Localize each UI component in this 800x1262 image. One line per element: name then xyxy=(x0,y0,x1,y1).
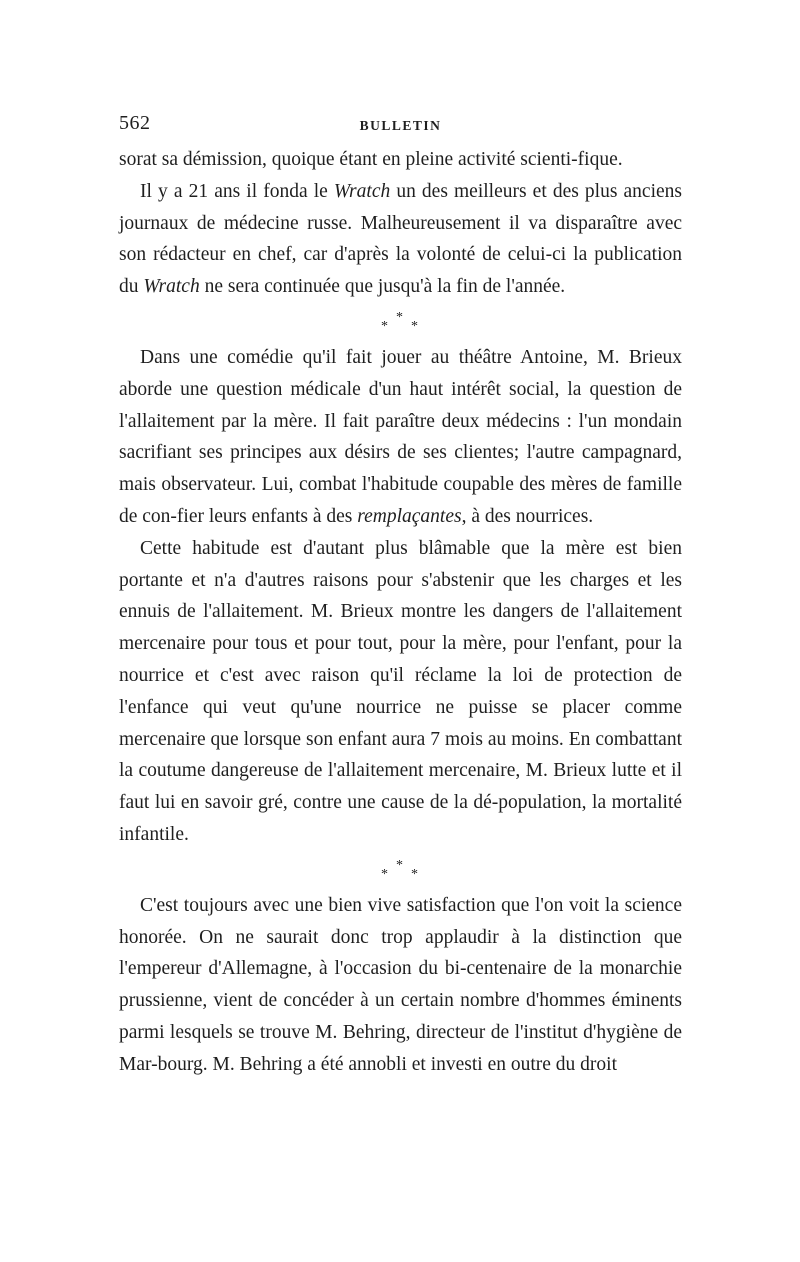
paragraph-2-seg-5: ne sera continuée que jusqu'à la fin de l'année. xyxy=(199,276,566,298)
asterism-star-right: * xyxy=(411,318,418,334)
running-head: BULLETIN xyxy=(359,118,442,133)
page-number: 562 xyxy=(119,112,151,134)
journal-title-wratch-2: Wratch xyxy=(143,276,200,298)
section-divider-asterism-2 xyxy=(119,851,682,890)
asterism-star-left: * xyxy=(381,866,388,882)
journal-title-wratch: Wratch xyxy=(333,180,391,202)
paragraph-3-seg-3: , à des nourrices. xyxy=(461,505,594,527)
asterism-star-top: * xyxy=(396,857,403,873)
document-page xyxy=(119,112,682,1081)
asterism-star-top: * xyxy=(396,309,403,325)
paragraph-3 xyxy=(119,342,682,533)
asterism-star-right: * xyxy=(411,866,418,882)
paragraph-2 xyxy=(119,176,682,303)
section-divider-asterism xyxy=(119,303,682,342)
paragraph-5 xyxy=(119,890,682,1081)
paragraph-4 xyxy=(119,533,682,851)
term-remplacantes: remplaçantes xyxy=(357,505,462,527)
paragraph-5-text: C'est toujours avec une bien vive satisfaction que l'on voit la science honorée. On ne saurait donc trop applaudir à la distinction que l'empereur d'Allemagne, à l'occasion du bi-centenaire de la monarchie prussienne, vient de concéder à un certain nombre d'hommes éminents parmi lesquels se trouve M. Behring, directeur de l'institut d'hygiène de Mar-bourg. M. Behring a été annobli et investi en outre du droit xyxy=(119,894,682,1075)
paragraph-2-seg-1: Il y a 21 ans il fonda le xyxy=(140,180,334,202)
paragraph-1 xyxy=(119,144,682,176)
paragraph-2-seg-3: un des meilleurs et des plus anciens journaux de médecine russe. Malheureusement il va disparaître avec son rédacteur en chef, car d'après la volonté de celui-ci la publication du xyxy=(119,180,682,298)
page-header xyxy=(119,112,682,144)
paragraph-4-text: Cette habitude est d'autant plus blâmable que la mère est bien portante et n'a d'autres raisons pour s'abstenir que les charges et les ennuis de l'allaitement. M. Brieux montre les dangers de l'allaitement mercenaire pour tous et pour tout, pour la mère, pour l'enfant, pour la nourrice et c'est avec raison qu'il réclame la loi de protection de l'enfance qui veut qu'une nourrice ne puisse se placer comme mercenaire que lorsque son enfant aura 7 mois au moins. En combattant la coutume dangereuse de l'allaitement mercenaire, M. Brieux lutte et il faut lui en savoir gré, contre une cause de la dé-population, la mortalité infantile. xyxy=(119,537,682,845)
asterism-star-left: * xyxy=(381,318,388,334)
paragraph-1-text: sorat sa démission, quoique étant en pleine activité scienti-fique. xyxy=(119,149,623,170)
paragraph-3-seg-1: Dans une comédie qu'il fait jouer au théâtre Antoine, M. Brieux aborde une question médicale d'un haut intérêt social, la question de l'allaitement par la mère. Il fait paraître deux médecins : l'un mondain sacrifiant ses principes aux désirs de ses clientes; l'autre campagnard, mais observateur. Lui, combat l'habitude coupable des mères de famille de con-fier leurs enfants à des xyxy=(119,346,682,527)
